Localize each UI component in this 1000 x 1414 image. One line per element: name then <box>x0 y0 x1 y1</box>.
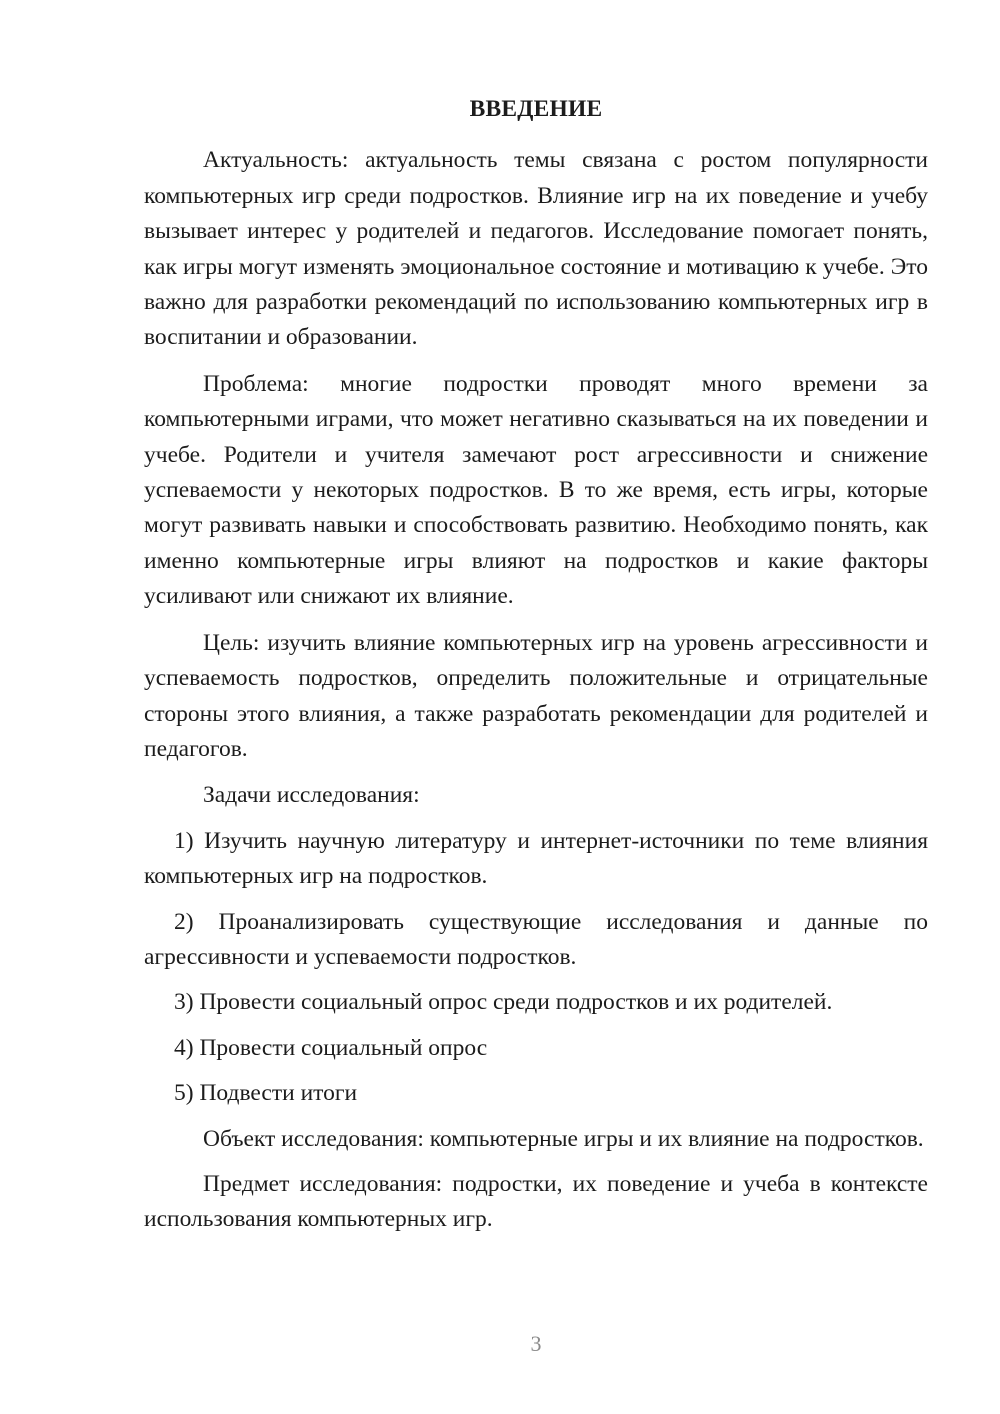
task-item-4: 4) Провести социальный опрос <box>174 1034 488 1061</box>
task-item-2: 2) Проанализировать существующие исследования и данные по агрессивности и успеваемости подростков. <box>144 908 928 970</box>
task-item-1: 1) Изучить научную литературу и интернет-источники по теме влияния компьютерных игр на подростков. <box>144 827 928 890</box>
page-title: ВВЕДЕНИЕ <box>469 96 603 122</box>
relevance-paragraph: Актуальность: актуальность темы связана с ростом популярности компьютерных игр среди подростков. Влияние игр на их поведение и учебу вызывает интерес у родителей и педагогов. Исследование помогает понять, как игры могут изменять эмоциональное состояние и мотивацию к учебе. Это важно для разработки рекомендаций по использованию компьютерных игр в воспитании и образовании. <box>144 147 928 351</box>
task-item-5: 5) Подвести итоги <box>174 1080 358 1107</box>
page-number: 3 <box>530 1331 542 1356</box>
subject-paragraph: Предмет исследования: подростки, их поведение и учеба в контексте использования компьютерных игр. <box>144 1170 928 1233</box>
object-paragraph: Объект исследования: компьютерные игры и их влияние на подростков. <box>203 1125 924 1152</box>
task-item-3: 3) Провести социальный опрос среди подростков и их родителей. <box>174 989 833 1016</box>
tasks-heading: Задачи исследования: <box>203 782 420 809</box>
tasks-list <box>144 824 928 1112</box>
goal-paragraph: Цель: изучить влияние компьютерных игр на уровень агрессивности и успеваемость подростков, определить положительные и отрицательные стороны этого влияния, а также разработать рекомендации для родителей и педагогов. <box>144 629 928 762</box>
document-page <box>144 92 928 1238</box>
problem-paragraph: Проблема: многие подростки проводят много времени за компьютерными играми, что может негативно сказываться на их поведении и учебе. Родители и учителя замечают рост агрессивности и снижение успеваемости у некоторых подростков. В то же время, есть игры, которые могут развивать навыки и способствовать развитию. Необходимо понять, как именно компьютерные игры влияют на подростков и какие факторы усиливают или снижают их влияние. <box>144 370 928 610</box>
